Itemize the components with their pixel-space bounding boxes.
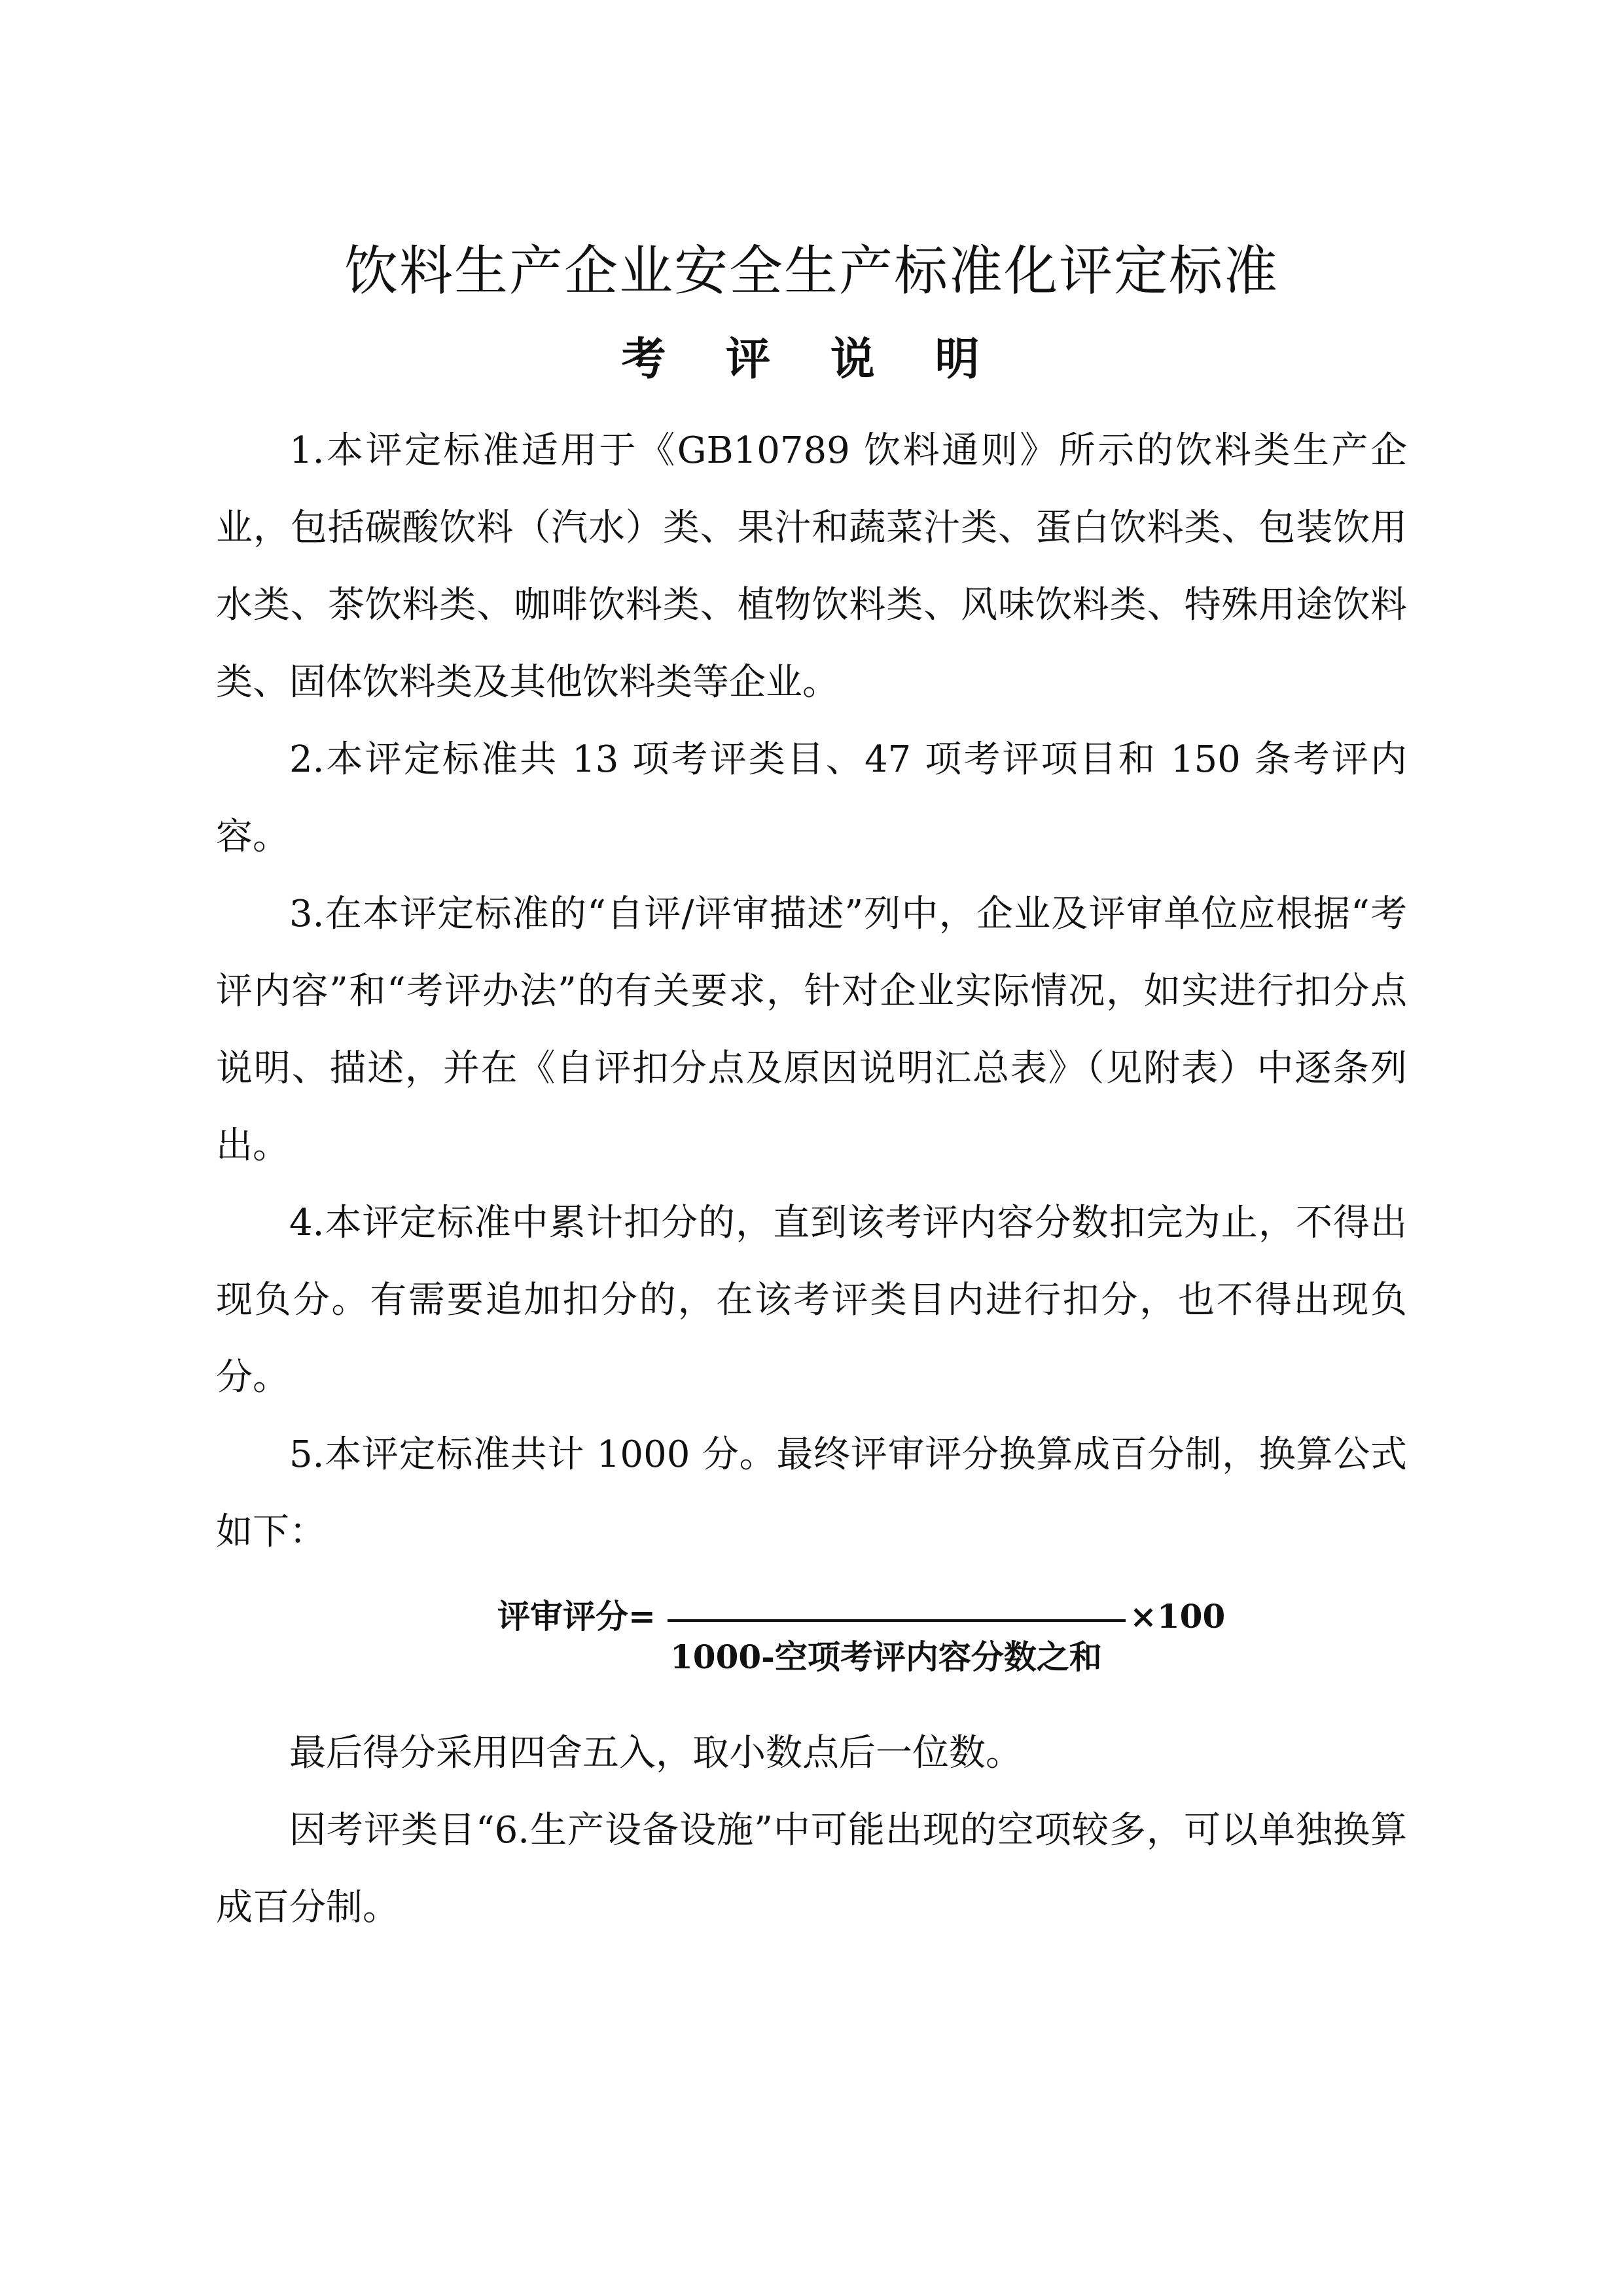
fraction-bar xyxy=(668,1619,1126,1622)
score-formula xyxy=(484,1597,1243,1695)
instructions-body-continued xyxy=(216,1715,1407,1946)
document-title: 饮料生产企业安全生产标准化评定标准 xyxy=(344,240,1279,302)
paragraph-4: 4.本评定标准中累计扣分的，直到该考评内容分数扣完为止，不得出现负分。有需要追加扣分的，在该考评类目内进行扣分，也不得出现负分。 xyxy=(216,1202,1407,1399)
paragraph-2: 2.本评定标准共 13 项考评类目、47 项考评项目和 150 条考评内容。 xyxy=(216,738,1407,858)
formula-lhs: 评审评分= xyxy=(497,1597,656,1636)
paragraph-5: 5.本评定标准共计 1000 分。最终评审评分换算成百分制，换算公式如下： xyxy=(216,1433,1407,1553)
formula-multiplier: ×100 xyxy=(1130,1597,1226,1636)
paragraph-3: 3.在本评定标准的“自评/评审描述”列中，企业及评审单位应根据“考评内容”和“考评办法”的有关要求，针对企业实际情况，如实进行扣分点说明、描述，并在《自评扣分点及原因说明汇总表》（见附表）中逐条列出。 xyxy=(216,893,1407,1167)
paragraph-7: 因考评类目“6.生产设备设施”中可能出现的空项较多，可以单独换算成百分制。 xyxy=(216,1809,1407,1929)
instructions-body xyxy=(216,412,1407,1571)
document-subtitle: 考 评 说 明 xyxy=(621,334,1002,386)
formula-denominator: 1000-空项考评内容分数之和 xyxy=(670,1638,1102,1676)
paragraph-6: 最后得分采用四舍五入，取小数点后一位数。 xyxy=(289,1732,1022,1774)
paragraph-1: 1.本评定标准适用于《GB10789 饮料通则》所示的饮料类生产企业，包括碳酸饮料（汽水）类、果汁和蔬菜汁类、蛋白饮料类、包装饮用水类、茶饮料类、咖啡饮料类、植物饮料类、风味饮料类、特殊用途饮料类、固体饮料类及其他饮料类等企业。 xyxy=(216,429,1407,704)
